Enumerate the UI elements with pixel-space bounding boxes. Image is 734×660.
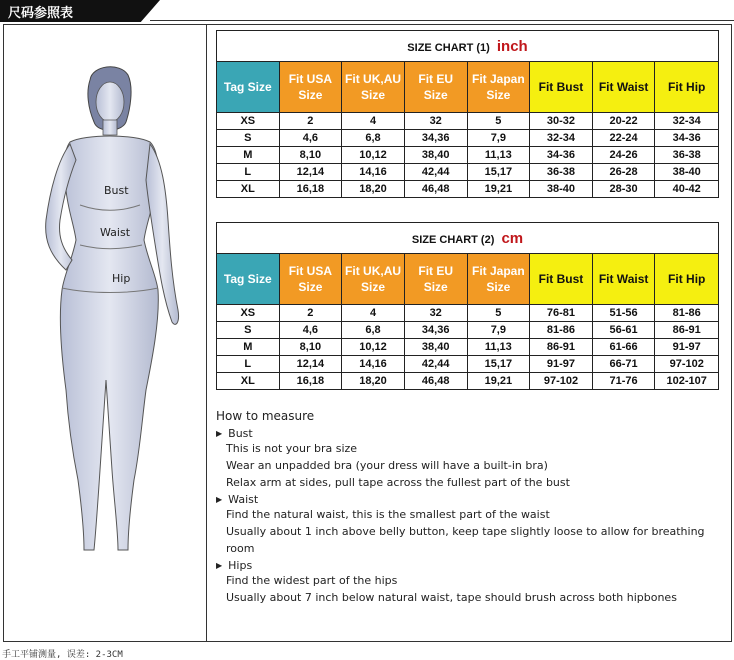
table-row bbox=[217, 147, 719, 164]
chart1-header-row bbox=[217, 62, 719, 113]
chart1-title-cell bbox=[217, 31, 719, 62]
table-cell: 38,40 bbox=[404, 147, 467, 164]
table-cell: 102-107 bbox=[655, 373, 719, 390]
chart1-header-cell: Fit Japan Size bbox=[467, 62, 530, 113]
table-cell: 28-30 bbox=[592, 181, 655, 198]
table-cell: 16,18 bbox=[279, 181, 342, 198]
chart1-header-cell: Fit Bust bbox=[530, 62, 593, 113]
table-cell: M bbox=[217, 339, 280, 356]
table-cell: 20-22 bbox=[592, 113, 655, 130]
woman-silhouette-icon bbox=[10, 60, 200, 580]
measure-title: How to measure bbox=[216, 409, 315, 423]
measure-section-head bbox=[216, 427, 731, 440]
chart2-header-cell: Tag Size bbox=[217, 254, 280, 305]
measure-line: Wear an unpadded bra (your dress will have a built-in bra) bbox=[226, 459, 548, 472]
triangle-bullet-icon: ▶ bbox=[216, 429, 223, 438]
table-cell: 7,9 bbox=[467, 130, 530, 147]
table-cell: 38-40 bbox=[530, 181, 593, 198]
table-row bbox=[217, 305, 719, 322]
measure-section-label: Waist bbox=[228, 493, 259, 506]
measure-section-label: Bust bbox=[228, 427, 253, 440]
chart2-unit: cm bbox=[501, 229, 524, 247]
table-cell: 6,8 bbox=[342, 130, 405, 147]
table-cell: 38,40 bbox=[404, 339, 467, 356]
chart2-header-row bbox=[217, 254, 719, 305]
chart2-title: SIZE CHART (2) bbox=[411, 233, 495, 246]
table-cell: 36-38 bbox=[655, 147, 719, 164]
table-cell: 91-97 bbox=[655, 339, 719, 356]
table-cell: 12,14 bbox=[279, 164, 342, 181]
table-cell: 40-42 bbox=[655, 181, 719, 198]
triangle-bullet-icon: ▶ bbox=[216, 561, 223, 570]
table-cell: 19,21 bbox=[467, 181, 530, 198]
table-cell: 81-86 bbox=[655, 305, 719, 322]
table-row bbox=[217, 113, 719, 130]
table-cell: 32-34 bbox=[530, 130, 593, 147]
table-cell: S bbox=[217, 322, 280, 339]
table-row bbox=[217, 356, 719, 373]
chart1-header-cell: Fit UK,AU Size bbox=[342, 62, 405, 113]
table-cell: 14,16 bbox=[342, 164, 405, 181]
chart2-title-cell bbox=[217, 223, 719, 254]
chart2-header-cell: Fit UK,AU Size bbox=[342, 254, 405, 305]
table-row bbox=[217, 339, 719, 356]
table-row bbox=[217, 181, 719, 198]
measure-line: Relax arm at sides, pull tape across the fullest part of the bust bbox=[226, 476, 570, 489]
table-cell: 91-97 bbox=[530, 356, 593, 373]
chart1-unit: inch bbox=[496, 37, 528, 55]
table-cell: 4 bbox=[342, 113, 405, 130]
table-cell: 81-86 bbox=[530, 322, 593, 339]
chart2-header-cell: Fit USA Size bbox=[279, 254, 342, 305]
table-cell: 97-102 bbox=[655, 356, 719, 373]
table-cell: 10,12 bbox=[342, 147, 405, 164]
table-cell: 19,21 bbox=[467, 373, 530, 390]
measure-section-head bbox=[216, 559, 731, 572]
measure-line: Find the widest part of the hips bbox=[226, 574, 398, 587]
table-cell: 97-102 bbox=[530, 373, 593, 390]
table-cell: 34,36 bbox=[404, 322, 467, 339]
measure-line: Find the natural waist, this is the smallest part of the waist bbox=[226, 508, 550, 521]
table-cell: 16,18 bbox=[279, 373, 342, 390]
table-cell: 86-91 bbox=[655, 322, 719, 339]
table-cell: 11,13 bbox=[467, 147, 530, 164]
table-cell: 7,9 bbox=[467, 322, 530, 339]
table-cell: XS bbox=[217, 113, 280, 130]
table-cell: 5 bbox=[467, 305, 530, 322]
table-cell: 34-36 bbox=[655, 130, 719, 147]
table-cell: 10,12 bbox=[342, 339, 405, 356]
chart1-header-cell: Fit EU Size bbox=[404, 62, 467, 113]
table-cell: 34-36 bbox=[530, 147, 593, 164]
chart2-header-cell: Fit Bust bbox=[530, 254, 593, 305]
table-cell: 2 bbox=[279, 113, 342, 130]
chart1-header-cell: Fit Waist bbox=[592, 62, 655, 113]
table-cell: S bbox=[217, 130, 280, 147]
bust-label: Bust bbox=[104, 184, 129, 197]
table-cell: 11,13 bbox=[467, 339, 530, 356]
table-cell: 4,6 bbox=[279, 322, 342, 339]
size-chart-inch bbox=[216, 30, 719, 198]
footer-note: 手工平铺测量, 误差: 2-3CM bbox=[2, 650, 123, 660]
table-cell: 71-76 bbox=[592, 373, 655, 390]
table-row bbox=[217, 164, 719, 181]
size-chart-cm bbox=[216, 222, 719, 390]
table-cell: M bbox=[217, 147, 280, 164]
table-row bbox=[217, 130, 719, 147]
table-cell: 56-61 bbox=[592, 322, 655, 339]
chart2-header-cell: Fit Hip bbox=[655, 254, 719, 305]
body-figure bbox=[10, 60, 200, 580]
table-cell: 51-56 bbox=[592, 305, 655, 322]
table-cell: 14,16 bbox=[342, 356, 405, 373]
table-cell: 32 bbox=[404, 305, 467, 322]
table-cell: 86-91 bbox=[530, 339, 593, 356]
header-rule bbox=[150, 20, 734, 21]
table-cell: 32 bbox=[404, 113, 467, 130]
waist-label: Waist bbox=[100, 226, 131, 239]
table-cell: 22-24 bbox=[592, 130, 655, 147]
table-cell: 6,8 bbox=[342, 322, 405, 339]
triangle-bullet-icon: ▶ bbox=[216, 495, 223, 504]
chart1-header-cell: Fit USA Size bbox=[279, 62, 342, 113]
table-cell: 8,10 bbox=[279, 147, 342, 164]
chart1-header-cell: Tag Size bbox=[217, 62, 280, 113]
measure-sections bbox=[216, 427, 731, 606]
table-cell: 4 bbox=[342, 305, 405, 322]
chart2-header-cell: Fit EU Size bbox=[404, 254, 467, 305]
hip-label: Hip bbox=[112, 272, 131, 285]
how-to-measure bbox=[216, 409, 731, 606]
table-row bbox=[217, 322, 719, 339]
table-cell: 36-38 bbox=[530, 164, 593, 181]
table-cell: 42,44 bbox=[404, 356, 467, 373]
table-cell: 61-66 bbox=[592, 339, 655, 356]
chart2-header-cell: Fit Japan Size bbox=[467, 254, 530, 305]
table-cell: 15,17 bbox=[467, 164, 530, 181]
header-title: 尺码参照表 bbox=[8, 6, 74, 21]
table-cell: 18,20 bbox=[342, 181, 405, 198]
chart1-title: SIZE CHART (1) bbox=[407, 41, 490, 54]
table-cell: 8,10 bbox=[279, 339, 342, 356]
table-cell: 76-81 bbox=[530, 305, 593, 322]
measure-line: Usually about 1 inch above belly button, keep tape slightly loose to allow for breathing room bbox=[226, 525, 705, 555]
table-cell: 66-71 bbox=[592, 356, 655, 373]
table-cell: 30-32 bbox=[530, 113, 593, 130]
measure-line: Usually about 7 inch below natural waist, tape should brush across both hipbones bbox=[226, 591, 677, 604]
header-bar bbox=[0, 0, 734, 24]
table-cell: 46,48 bbox=[404, 373, 467, 390]
table-cell: 12,14 bbox=[279, 356, 342, 373]
table-cell: 15,17 bbox=[467, 356, 530, 373]
table-cell: L bbox=[217, 164, 280, 181]
table-cell: 38-40 bbox=[655, 164, 719, 181]
chart2-header-cell: Fit Waist bbox=[592, 254, 655, 305]
chart1-header-cell: Fit Hip bbox=[655, 62, 719, 113]
table-cell: 5 bbox=[467, 113, 530, 130]
table-cell: 26-28 bbox=[592, 164, 655, 181]
table-cell: 4,6 bbox=[279, 130, 342, 147]
table-cell: 42,44 bbox=[404, 164, 467, 181]
table-cell: L bbox=[217, 356, 280, 373]
table-cell: 46,48 bbox=[404, 181, 467, 198]
table-row bbox=[217, 373, 719, 390]
table-cell: XS bbox=[217, 305, 280, 322]
table-cell: 32-34 bbox=[655, 113, 719, 130]
table-cell: 2 bbox=[279, 305, 342, 322]
measure-section-label: Hips bbox=[228, 559, 253, 572]
measure-line: This is not your bra size bbox=[226, 442, 358, 455]
table-cell: 24-26 bbox=[592, 147, 655, 164]
table-cell: 18,20 bbox=[342, 373, 405, 390]
frame-divider bbox=[206, 24, 207, 642]
table-cell: XL bbox=[217, 181, 280, 198]
table-cell: 34,36 bbox=[404, 130, 467, 147]
measure-section-head bbox=[216, 493, 731, 506]
table-cell: XL bbox=[217, 373, 280, 390]
